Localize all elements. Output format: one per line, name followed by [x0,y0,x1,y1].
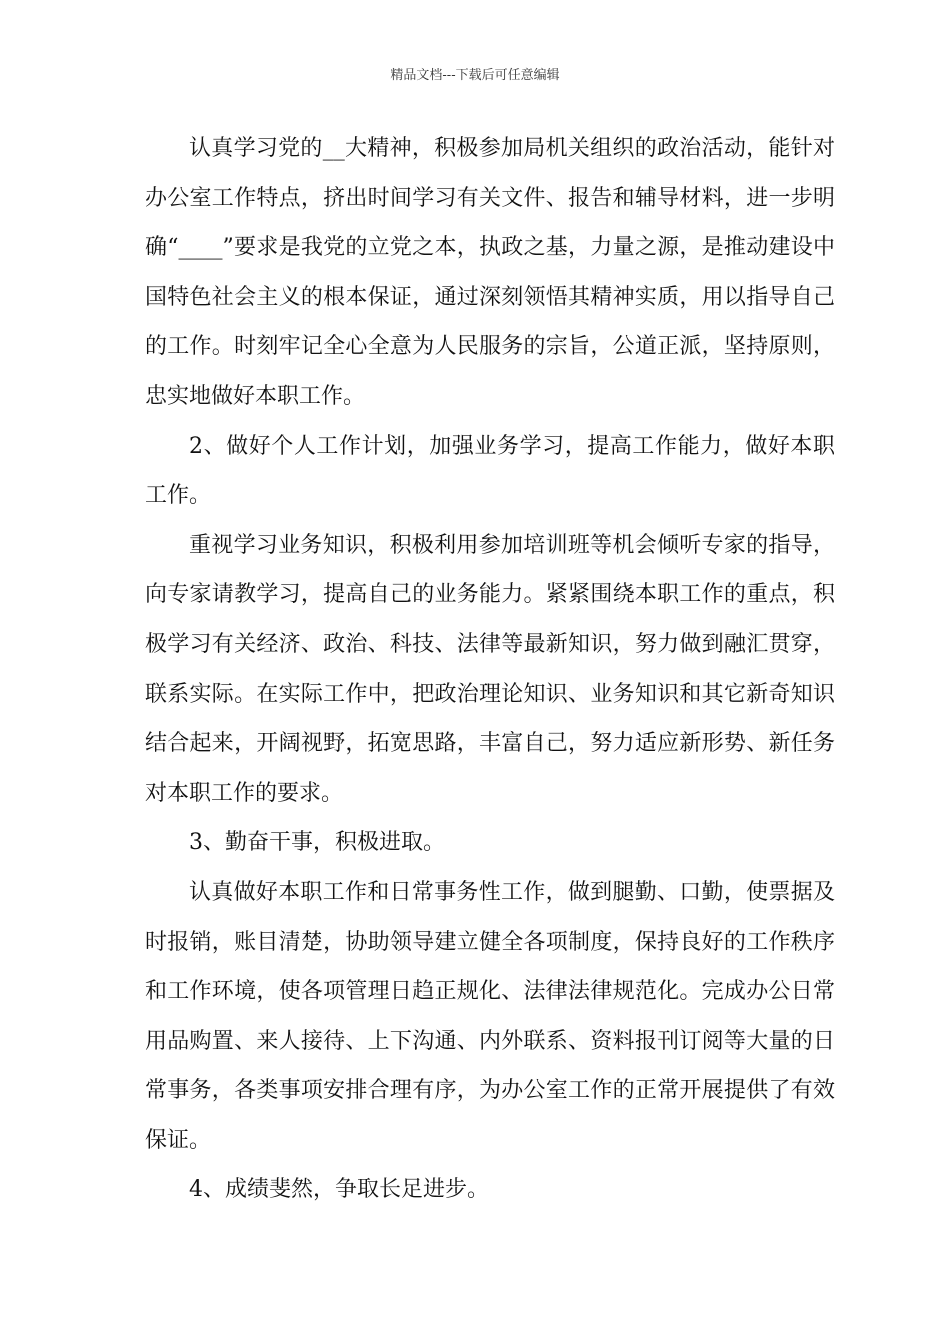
paragraph-heading-4: 4、成绩斐然，争取长足进步。 [189,1177,489,1203]
paragraph-heading-3: 3、勤奋干事，积极进取。 [189,830,445,856]
paragraph-heading-2: 2、做好个人工作计划，加强业务学习，提高工作能力，做好本职工作。 [145,433,835,509]
document-body [145,124,835,1215]
paragraph-business-knowledge: 重视学习业务知识，积极利用参加培训班等机会倾听专家的指导，向专家请教学习，提高自己的业务能力。紧紧围绕本职工作的重点，积极学习有关经济、政治、科技、法律等最新知识，努力做到融汇贯穿，联系实际。在实际工作中，把政治理论知识、业务知识和其它新奇知识结合起来，开阔视野，拓宽思路，丰富自己，努力适应新形势、新任务对本职工作的要求。 [145,532,835,806]
page-header: 精品文档---下载后可任意编辑 [390,68,560,83]
paragraph-study-party-spirit: 认真学习党的__大精神，积极参加局机关组织的政治活动，能针对办公室工作特点，挤出时间学习有关文件、报告和辅导材料，进一步明确“____”要求是我党的立党之本，执政之基，力量之源，是推动建设中国特色社会主义的根本保证，通过深刻领悟其精神实质，用以指导自己的工作。时刻牢记全心全意为人民服务的宗旨，公道正派，坚持原则，忠实地做好本职工作。 [145,136,835,409]
paragraph-daily-affairs: 认真做好本职工作和日常事务性工作，做到腿勤、口勤，使票据及时报销，账目清楚，协助领导建立健全各项制度，保持良好的工作秩序和工作环境，使各项管理日趋正规化、法律法律规范化。完成办公日常用品购置、来人接待、上下沟通、内外联系、资料报刊订阅等大量的日常事务，各类事项安排合理有序，为办公室工作的正常开展提供了有效保证。 [145,879,835,1153]
